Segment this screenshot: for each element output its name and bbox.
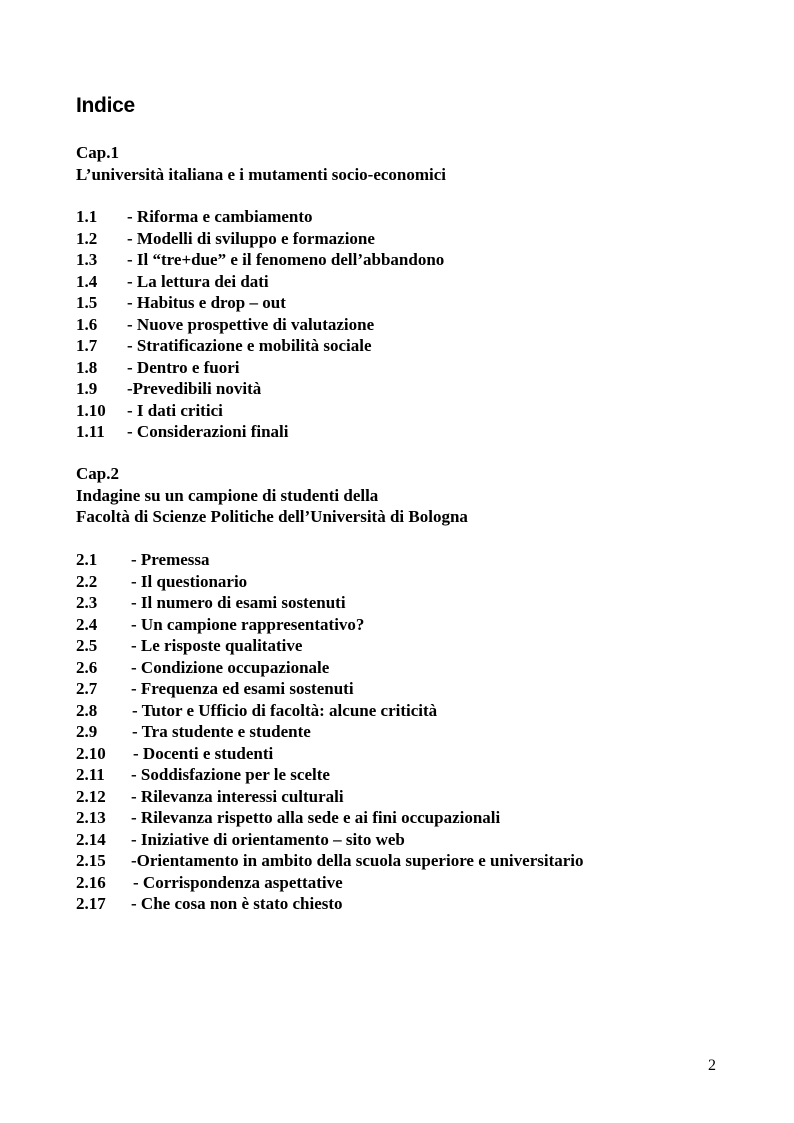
toc-entry-number: 2.7 bbox=[76, 679, 98, 698]
toc-entry-title: - Le risposte qualitative bbox=[131, 636, 303, 655]
toc-entry-title: - Soddisfazione per le scelte bbox=[131, 765, 330, 784]
toc-entry bbox=[76, 614, 365, 636]
toc-entry-title: - Iniziative di orientamento – sito web bbox=[131, 829, 405, 849]
chapter-label: Cap.1 bbox=[76, 143, 119, 162]
toc-entry bbox=[76, 400, 223, 422]
toc-entry-number: 2.13 bbox=[76, 808, 106, 827]
toc-entry-number: 2.6 bbox=[76, 657, 98, 677]
toc-entry bbox=[76, 335, 372, 357]
toc-entry-number: 2.3 bbox=[76, 593, 98, 612]
toc-entry bbox=[76, 378, 262, 400]
toc-entry bbox=[76, 592, 346, 614]
toc-entry-number: 1.3 bbox=[76, 250, 98, 269]
toc-entry-title: - Nuove prospettive di valutazione bbox=[127, 314, 375, 334]
toc-entry-title: - Rilevanza interessi culturali bbox=[131, 786, 344, 806]
toc-entry-number: 1.11 bbox=[76, 422, 105, 441]
chapter-1-header bbox=[76, 142, 446, 185]
chapter-heading: Indagine su un campione di studenti della bbox=[76, 485, 379, 505]
toc-entry-number: 1.10 bbox=[76, 400, 106, 420]
toc-entry-title: - Frequenza ed esami sostenuti bbox=[131, 679, 354, 698]
toc-entry-number: 1.7 bbox=[76, 336, 98, 355]
toc-entry-title: - Riforma e cambiamento bbox=[127, 207, 313, 226]
toc-entry-number: 2.9 bbox=[76, 722, 98, 741]
toc-entry-title: - Considerazioni finali bbox=[127, 422, 289, 441]
toc-entry-title: - I dati critici bbox=[127, 400, 223, 420]
toc-entry-number: 2.2 bbox=[76, 571, 98, 591]
toc-entry-title: - Dentro e fuori bbox=[127, 357, 240, 377]
toc-entry bbox=[76, 206, 313, 228]
toc-entry bbox=[76, 228, 375, 250]
toc-entry bbox=[76, 249, 445, 271]
toc-entry-number: 2.10 bbox=[76, 743, 106, 763]
toc-entry-number: 2.12 bbox=[76, 786, 106, 806]
toc-entry bbox=[76, 678, 354, 700]
toc-entry-number: 1.5 bbox=[76, 293, 98, 312]
chapter-2-header bbox=[76, 463, 468, 528]
toc-entry-number: 2.4 bbox=[76, 614, 98, 634]
toc-entry bbox=[76, 743, 274, 765]
toc-entry-number: 2.5 bbox=[76, 636, 98, 655]
toc-entry bbox=[76, 700, 438, 722]
toc-entry-title: - Il questionario bbox=[131, 571, 248, 591]
toc-entry bbox=[76, 549, 210, 571]
toc-entry-title: - Corrispondenza aspettative bbox=[133, 872, 343, 892]
toc-entry-title: - Rilevanza rispetto alla sede e ai fini occupazionali bbox=[131, 808, 501, 827]
toc-entry-number: 2.17 bbox=[76, 894, 106, 913]
toc-entry-title: - Il “tre+due” e il fenomeno dell’abbandono bbox=[127, 250, 445, 269]
toc-entry bbox=[76, 721, 311, 743]
toc-entry-number: 1.1 bbox=[76, 207, 98, 226]
toc-entry bbox=[76, 657, 330, 679]
toc-entry-title: -Prevedibili novità bbox=[127, 379, 262, 398]
toc-entry-number: 2.11 bbox=[76, 765, 105, 784]
toc-entry-title: - La lettura dei dati bbox=[127, 271, 269, 291]
toc-entry bbox=[76, 872, 343, 894]
toc-entry bbox=[76, 357, 240, 379]
toc-entry-title: - Habitus e drop – out bbox=[127, 293, 286, 312]
toc-entry-number: 2.1 bbox=[76, 550, 98, 569]
toc-entry bbox=[76, 421, 289, 443]
toc-entry-number: 1.4 bbox=[76, 271, 98, 291]
toc-entry bbox=[76, 271, 269, 293]
toc-entry-title: - Il numero di esami sostenuti bbox=[131, 593, 346, 612]
toc-entry bbox=[76, 850, 584, 872]
toc-entry-title: -Orientamento in ambito della scuola superiore e universitario bbox=[131, 851, 584, 870]
chapter-heading: L’università italiana e i mutamenti socio-economici bbox=[76, 164, 447, 184]
toc-entry bbox=[76, 829, 405, 851]
toc-entry-number: 2.15 bbox=[76, 851, 106, 870]
toc-entry-title: - Un campione rappresentativo? bbox=[131, 614, 365, 634]
toc-entry-title: - Premessa bbox=[131, 550, 210, 569]
page-number: 2 bbox=[708, 1057, 716, 1074]
toc-entry bbox=[76, 635, 303, 657]
toc-entry-title: - Modelli di sviluppo e formazione bbox=[127, 228, 375, 248]
toc-entry-number: 1.9 bbox=[76, 379, 98, 398]
toc-entry-number: 1.8 bbox=[76, 357, 98, 377]
toc-entry-title: - Condizione occupazionale bbox=[131, 657, 330, 677]
toc-entry-title: - Che cosa non è stato chiesto bbox=[131, 894, 343, 913]
toc-entry-number: 2.16 bbox=[76, 872, 106, 892]
chapter-1-toc bbox=[76, 206, 445, 443]
toc-entry bbox=[76, 893, 343, 915]
chapter-label: Cap.2 bbox=[76, 464, 119, 483]
toc-entry bbox=[76, 764, 330, 786]
toc-entry-title: - Docenti e studenti bbox=[133, 743, 274, 763]
toc-entry-title: - Tutor e Ufficio di facoltà: alcune criticità bbox=[132, 700, 438, 720]
chapter-heading: Facoltà di Scienze Politiche dell’Università di Bologna bbox=[76, 507, 468, 526]
toc-entry bbox=[76, 786, 344, 808]
chapter-2-toc bbox=[76, 549, 584, 915]
toc-entry-number: 2.14 bbox=[76, 829, 106, 849]
page-title: Indice bbox=[76, 94, 135, 117]
toc-entry-number: 2.8 bbox=[76, 700, 98, 720]
toc-entry-number: 1.2 bbox=[76, 228, 98, 248]
toc-entry-title: - Stratificazione e mobilità sociale bbox=[127, 336, 372, 355]
toc-entry bbox=[76, 571, 248, 593]
toc-entry bbox=[76, 314, 375, 336]
toc-entry bbox=[76, 807, 501, 829]
toc-entry-title: - Tra studente e studente bbox=[132, 722, 311, 741]
toc-entry-number: 1.6 bbox=[76, 314, 98, 334]
toc-entry bbox=[76, 292, 286, 314]
